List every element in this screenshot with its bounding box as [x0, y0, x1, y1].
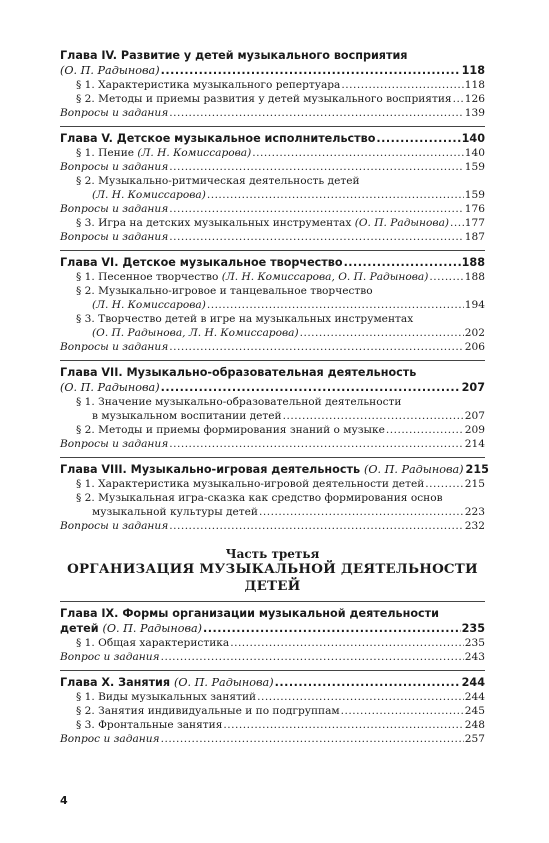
entry-page: 159: [464, 189, 485, 201]
chapter-title: [60, 365, 485, 380]
entry-label: § 3. Игра на детских музыкальных инструментах: [76, 217, 352, 229]
toc-entry: [60, 146, 485, 160]
entry-page: 215: [464, 478, 485, 490]
toc-entry: [60, 340, 485, 354]
entry-label-line: § 2. Музыкально-игровое и танцевальное творчество: [76, 285, 373, 297]
toc-entry: [60, 519, 485, 533]
chapter-page: 244: [461, 676, 485, 689]
entry-page: 194: [464, 299, 485, 311]
entry-label: Вопросы и задания: [60, 107, 169, 119]
chapter-title: [60, 675, 485, 690]
entry-page: 223: [464, 506, 485, 518]
entry-page: 176: [464, 203, 485, 215]
toc-entry: [60, 92, 485, 106]
chapter-title: [60, 606, 485, 621]
toc-entry: [60, 298, 485, 312]
toc-entry: [60, 505, 485, 519]
entry-page: 248: [464, 719, 485, 731]
toc-entry: [60, 477, 485, 491]
toc-entry: [60, 270, 485, 284]
chapter-5: [60, 126, 485, 244]
entry-page: 207: [464, 410, 485, 422]
chapter-10: [60, 670, 485, 746]
chapter-page: 207: [461, 381, 485, 394]
entry-page: 214: [464, 438, 485, 450]
chapter-4: [60, 48, 485, 120]
chapter-page: 118: [461, 64, 485, 77]
chapter-page: 188: [461, 256, 485, 269]
chapter-title: [60, 48, 485, 63]
toc-entry: [60, 423, 485, 437]
entry-page: 244: [464, 691, 485, 703]
entry-page: 140: [464, 147, 485, 159]
entry-label: § 1. Общая характеристика: [76, 637, 230, 649]
entry-label: Вопросы и задания: [60, 438, 169, 450]
chapter-author: (О. П. Радынова): [60, 381, 160, 394]
entry-author: (Л. Н. Комиссарова): [92, 189, 206, 201]
toc-entry: [60, 230, 485, 244]
chapter-8: [60, 457, 489, 533]
toc-entry: [60, 690, 485, 704]
entry-page: 243: [464, 651, 485, 663]
chapter-title-text: Глава VI. Детское музыкальное творчество: [60, 256, 343, 269]
entry-label: Вопрос и задания: [60, 733, 160, 745]
entry-label: § 1. Пение: [76, 147, 135, 159]
entry-label: Вопросы и задания: [60, 203, 169, 215]
chapter-page: 140: [461, 132, 485, 145]
entry-page: 139: [464, 107, 485, 119]
chapter-title-text: Глава IV. Развитие у детей музыкального восприятия: [60, 49, 408, 62]
entry-label: § 1. Характеристика музыкального репертуара: [76, 79, 341, 91]
chapter-author: (О. П. Радынова): [174, 676, 274, 689]
chapter-title: [60, 255, 485, 270]
chapter-title: [60, 462, 489, 477]
chapter-author-row: [60, 63, 485, 78]
entry-label: Вопросы и задания: [60, 231, 169, 243]
chapter-page: 215: [465, 463, 489, 476]
entry-page: 206: [464, 341, 485, 353]
entry-page: 126: [464, 93, 485, 105]
entry-label: § 2. Методы и приемы формирования знаний о музыке: [76, 424, 385, 436]
entry-label: § 2. Занятия индивидуальные и по подгруппам: [76, 705, 340, 717]
part-title: ОРГАНИЗАЦИЯ МУЗЫКАЛЬНОЙ ДЕЯТЕЛЬНОСТИ ДЕТЕЙ: [67, 561, 478, 594]
chapter-title-text: Глава V. Детское музыкальное исполнительство: [60, 132, 376, 145]
toc-entry: [60, 718, 485, 732]
entry-page: 188: [464, 271, 485, 283]
page-number: 4: [60, 794, 68, 807]
entry-label: Вопросы и задания: [60, 520, 169, 532]
entry-label: Вопросы и задания: [60, 161, 169, 173]
entry-author: (Л. Н. Комиссарова): [137, 147, 252, 159]
entry-label: § 3. Фронтальные занятия: [76, 719, 223, 731]
chapter-author: (О. П. Радынова): [102, 622, 203, 635]
toc-entry: [60, 326, 485, 340]
entry-page: 159: [464, 161, 485, 173]
entry-label: Вопросы и задания: [60, 341, 169, 353]
chapter-title-text: Глава VIII. Музыкально-игровая деятельность: [60, 463, 361, 476]
chapter-6: [60, 250, 485, 354]
toc-entry: [60, 106, 485, 120]
chapter-author: (О. П. Радынова): [363, 463, 464, 476]
entry-page: 235: [464, 637, 485, 649]
toc-entry: [60, 732, 485, 746]
toc-entry: [60, 188, 485, 202]
entry-label: § 1. Песенное творчество: [76, 271, 219, 283]
entry-author: (О. П. Радынова, Л. Н. Комиссарова): [92, 327, 299, 339]
toc-entry: [60, 216, 485, 230]
entry-page: 245: [464, 705, 485, 717]
toc-entry: [60, 202, 485, 216]
entry-label-line: § 2. Музыкально-ритмическая деятельность детей: [76, 175, 360, 187]
entry-label-line: § 2. Музыкальная игра-сказка как средство формирования основ: [76, 492, 443, 504]
chapter-title-text: Глава X. Занятия: [60, 676, 171, 689]
entry-page: 118: [464, 79, 485, 91]
table-of-contents: [60, 48, 489, 746]
entry-page: 187: [464, 231, 485, 243]
entry-label: § 1. Характеристика музыкально-игровой деятельности детей: [76, 478, 425, 490]
entry-page: 209: [464, 424, 485, 436]
entry-label: § 2. Методы и приемы развития у детей музыкального восприятия: [76, 93, 452, 105]
entry-page: 202: [464, 327, 485, 339]
chapter-author: (О. П. Радынова): [60, 64, 160, 77]
entry-author: (Л. Н. Комиссарова): [92, 299, 206, 311]
entry-label-line: § 3. Творчество детей в игре на музыкальных инструментах: [76, 313, 414, 325]
chapter-title-cont: [60, 621, 485, 636]
entry-author: (Л. Н. Комиссарова, О. П. Радынова): [221, 271, 429, 283]
entry-label: Вопрос и задания: [60, 651, 160, 663]
part-label: Часть третья: [225, 547, 320, 561]
chapter-title-text: Глава IX. Формы организации музыкальной деятельности: [60, 607, 439, 620]
toc-entry: [60, 636, 485, 650]
toc-entry: [60, 437, 485, 451]
chapter-9: [60, 601, 485, 664]
entry-author: (О. П. Радынова): [354, 217, 450, 229]
part-heading: [60, 547, 485, 595]
toc-entry: [60, 650, 485, 664]
entry-label: § 1. Виды музыкальных занятий: [76, 691, 257, 703]
entry-label: музыкальной культуры детей: [92, 506, 258, 518]
toc-entry: [60, 160, 485, 174]
toc-entry: [60, 78, 485, 92]
entry-page: 177: [464, 217, 485, 229]
chapter-title-text: детей: [60, 622, 99, 635]
chapter-title-text: Глава VII. Музыкально-образовательная деятельность: [60, 366, 417, 379]
chapter-title: [60, 131, 485, 146]
entry-page: 232: [464, 520, 485, 532]
entry-page: 257: [464, 733, 485, 745]
entry-label: в музыкальном воспитании детей: [92, 410, 282, 422]
chapter-author-row: [60, 380, 485, 395]
entry-label-line: § 1. Значение музыкально-образовательной деятельности: [76, 396, 402, 408]
chapter-page: 235: [461, 622, 485, 635]
chapter-7: [60, 360, 485, 451]
toc-entry: [60, 409, 485, 423]
toc-entry: [60, 704, 485, 718]
